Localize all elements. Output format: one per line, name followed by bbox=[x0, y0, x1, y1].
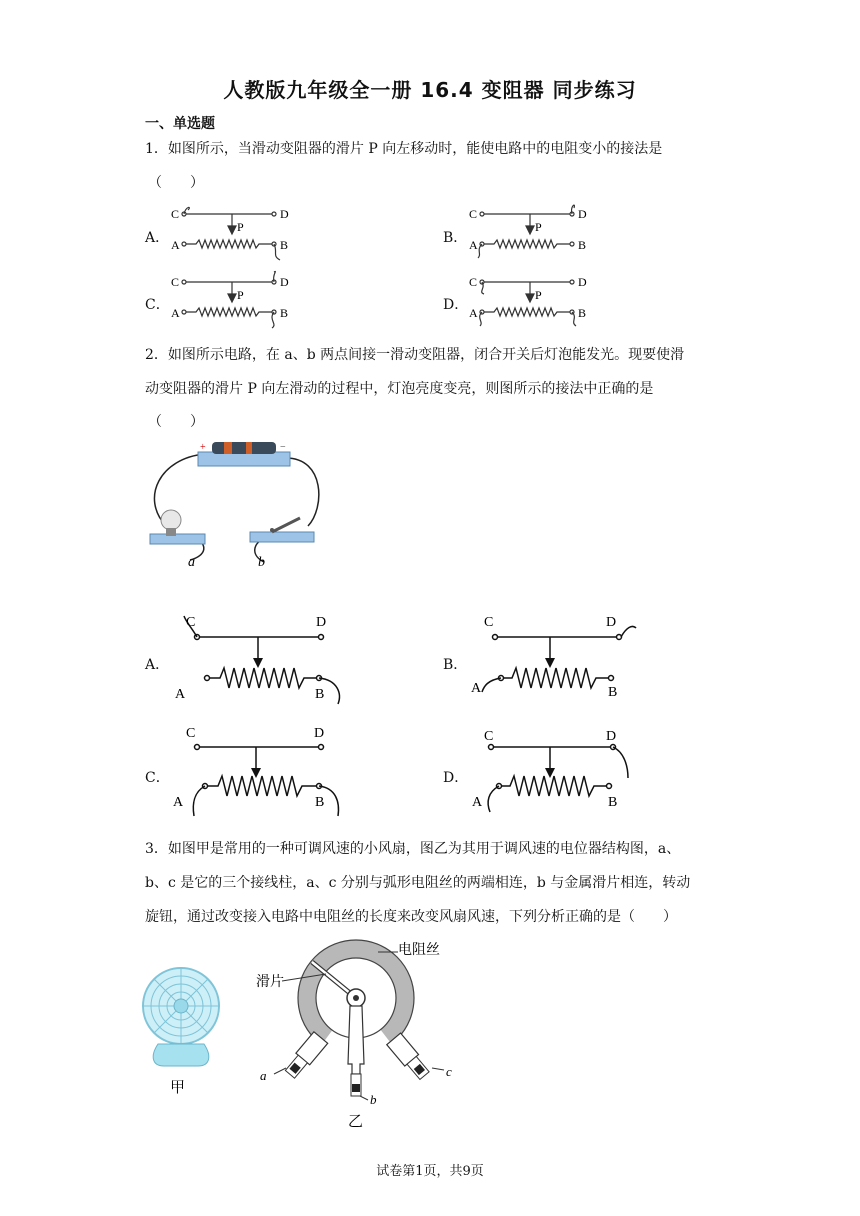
q2-option-b-label: B． bbox=[443, 657, 468, 673]
q1-option-d-label: D． bbox=[443, 297, 469, 313]
label-d: D bbox=[606, 615, 617, 630]
q2-option-d-label: D． bbox=[443, 770, 469, 786]
q1-option-a-diagram[interactable] bbox=[168, 200, 298, 262]
q2-option-d-diagram[interactable] bbox=[468, 722, 658, 818]
q2-answer-paren: （ ） bbox=[148, 414, 204, 430]
q2-stem-line2: 动变阻器的滑片 P 向左滑动的过程中，灯泡亮度变亮，则图所示的接法中正确的是 bbox=[145, 381, 654, 397]
q2-option-b-diagram[interactable] bbox=[468, 610, 658, 706]
label-a: A bbox=[469, 306, 478, 320]
label-a: A bbox=[171, 306, 180, 320]
label-b: B bbox=[608, 685, 618, 700]
q3-stem-line2: b、c 是它的三个接线柱，a、c 分别与弧形电阻丝的两端相连，b 与金属滑片相连，转动 bbox=[145, 875, 691, 891]
label-p: P bbox=[535, 220, 542, 234]
label-b: B bbox=[315, 795, 325, 810]
point-b-label: b bbox=[258, 555, 265, 570]
terminal-a-label: a bbox=[260, 1068, 267, 1083]
label-b: B bbox=[280, 238, 289, 252]
label-d: D bbox=[578, 207, 587, 221]
label-d: D bbox=[606, 729, 617, 744]
label-c: C bbox=[484, 729, 494, 744]
label-c: C bbox=[469, 207, 478, 221]
q2-option-a-label: A． bbox=[145, 657, 170, 673]
page-footer: 试卷第1页，共9页 bbox=[376, 1164, 484, 1179]
page-title: 人教版九年级全一册 16.4 变阻器 同步练习 bbox=[223, 78, 637, 102]
q3-stem-line3: 旋钮，通过改变接入电路中电阻丝的长度来改变风扇风速，下列分析正确的是（ ） bbox=[145, 909, 677, 925]
label-c: C bbox=[171, 275, 180, 289]
q1-option-c-label: C． bbox=[145, 297, 170, 313]
terminal-c-label: c bbox=[446, 1064, 452, 1079]
q3-stem-line1: 3．如图甲是常用的一种可调风速的小风扇，图乙为其用于调风速的电位器结构图，a、 bbox=[145, 841, 681, 857]
q1-option-b-label: B． bbox=[443, 230, 468, 246]
label-c: C bbox=[484, 615, 494, 630]
label-a: A bbox=[173, 795, 184, 810]
label-a: A bbox=[175, 687, 186, 702]
label-a: A bbox=[171, 238, 180, 252]
label-d: D bbox=[314, 726, 325, 741]
label-d: D bbox=[578, 275, 587, 289]
label-c: C bbox=[186, 615, 196, 630]
label-d: D bbox=[316, 615, 327, 630]
q2-option-a-diagram[interactable] bbox=[170, 610, 360, 706]
q1-option-c-diagram[interactable] bbox=[168, 268, 298, 330]
fan-label: 甲 bbox=[170, 1078, 186, 1096]
label-p: P bbox=[237, 220, 244, 234]
q2-circuit-diagram bbox=[140, 438, 340, 573]
q2-stem-line1: 2．如图所示电路，在 a、b 两点间接一滑动变阻器，闭合开关后灯泡能发光。现要使滑 bbox=[145, 347, 685, 363]
label-a: A bbox=[471, 681, 482, 696]
q1-option-d-diagram[interactable] bbox=[466, 268, 596, 330]
label-b: B bbox=[608, 795, 618, 810]
terminal-b-label: b bbox=[370, 1092, 377, 1107]
resistance-wire-label: 电阻丝 bbox=[398, 942, 440, 958]
label-b: B bbox=[315, 687, 325, 702]
label-a: A bbox=[472, 795, 483, 810]
label-c: C bbox=[186, 726, 196, 741]
q1-option-a-label: A． bbox=[145, 230, 170, 246]
q1-stem: 1．如图所示，当滑动变阻器的滑片 P 向左移动时，能使电路中的电阻变小的接法是 bbox=[145, 141, 663, 157]
label-b: B bbox=[578, 238, 587, 252]
battery-plus-icon: + bbox=[200, 442, 206, 453]
label-b: B bbox=[280, 306, 289, 320]
slider-label: 滑片 bbox=[256, 974, 284, 990]
section-heading: 一、单选题 bbox=[145, 116, 215, 132]
q1-answer-paren: （ ） bbox=[148, 175, 204, 191]
q3-potentiometer-diagram bbox=[248, 934, 473, 1132]
q1-option-b-diagram[interactable] bbox=[466, 200, 596, 262]
label-d: D bbox=[280, 275, 289, 289]
label-d: D bbox=[280, 207, 289, 221]
label-c: C bbox=[469, 275, 478, 289]
label-c: C bbox=[171, 207, 180, 221]
battery-minus-icon: − bbox=[280, 442, 286, 453]
q2-option-c-diagram[interactable] bbox=[170, 722, 360, 818]
label-a: A bbox=[469, 238, 478, 252]
q3-fan-image bbox=[138, 966, 228, 1098]
label-p: P bbox=[237, 288, 244, 302]
label-p: P bbox=[535, 288, 542, 302]
point-a-label: a bbox=[188, 555, 195, 570]
potentiometer-label: 乙 bbox=[348, 1112, 364, 1130]
label-b: B bbox=[578, 306, 587, 320]
q2-option-c-label: C． bbox=[145, 770, 170, 786]
